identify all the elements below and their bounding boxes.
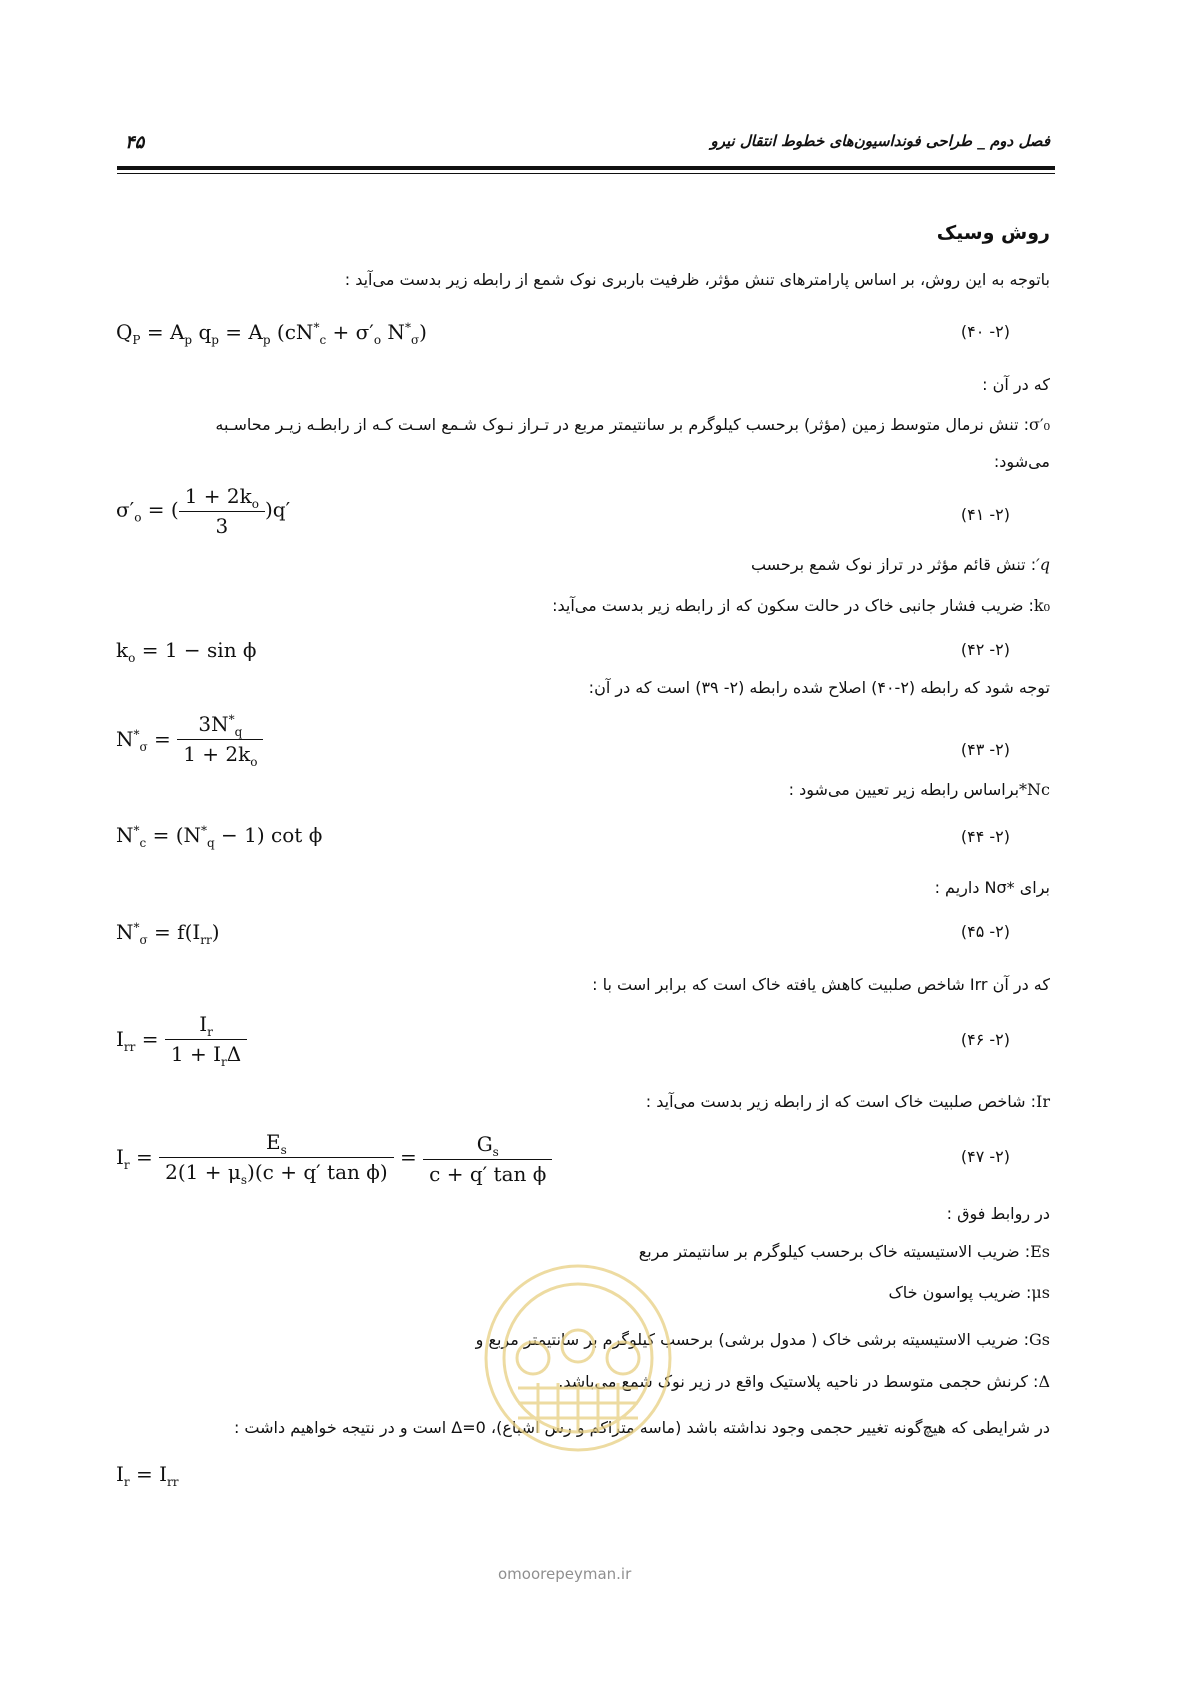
equation-number-43: (۲- ۴۳) <box>960 740 1010 759</box>
es-symbol: Es <box>1030 1242 1050 1261</box>
equation-46: $I_{rr}$ = $\frac{I_r}{1 + I_r\Delta}$ <box>116 1012 247 1069</box>
gs-symbol: Gs <box>1029 1330 1050 1349</box>
nsigma-description: برای *Nσ داریم : <box>934 878 1050 897</box>
equation-45: $N^*_\sigma = f(I_{rr})$ <box>116 920 220 947</box>
where-label: که در آن : <box>982 375 1050 394</box>
equation-41: $\sigma'_o$ = ( $\frac{1 + 2k_o}{3}$ )q′ <box>116 484 291 538</box>
gs-description-text: : ضریب الاستیسیته برشی خاک ( مدول برشی) برحسب کیلوگرم بر سانتیمتر مربع و <box>475 1330 1029 1349</box>
header-rule-thick <box>117 166 1055 170</box>
intro-paragraph: باتوجه به این روش، بر اساس پارامترهای تنش مؤثر، ظرفیت باربری نوک شمع از رابطه زیر بدست می‌آید : <box>344 270 1050 289</box>
es-description <box>639 1242 1050 1261</box>
nc-description <box>789 780 1050 799</box>
k0-symbol: k₀ <box>1033 596 1050 615</box>
irr-description: که در آن Irr شاخص صلبیت کاهش یافته خاک است که برابر است با : <box>592 975 1050 994</box>
equation-number-40: (۲- ۴۰) <box>960 322 1010 341</box>
delta-description-text: : کرنش حجمی متوسط در ناحیه پلاستیک واقع در زیر نوک شمع می‌باشد. <box>558 1372 1039 1391</box>
chapter-title: فصل دوم _ طراحی فونداسیون‌های خطوط انتقال نیرو <box>710 132 1050 150</box>
header-rule-thin <box>117 173 1055 174</box>
section-title: روش وسیک <box>936 222 1050 244</box>
q-symbol: q′ <box>1036 555 1050 574</box>
watermark-text: omoorepeyman.ir <box>498 1565 632 1583</box>
q-description <box>751 555 1050 574</box>
k0-description <box>552 596 1050 615</box>
sigma-description-cont: می‌شود: <box>993 452 1050 471</box>
delta-symbol: Δ <box>1038 1372 1050 1391</box>
equation-44: $N^*_c = (N^*_q - 1)$ cot ϕ <box>116 823 323 850</box>
equation-47: $I_r$ = $\frac{E_s}{2(1 + \mu_s)(c + q' \tan \phi)}$ = $\frac{G_s}{\text{c + q′ tan ϕ}}$ <box>116 1130 552 1187</box>
k0-description-text: : ضریب فشار جانبی خاک در حالت سکون که از رابطه زیر بدست می‌آید: <box>552 596 1034 615</box>
no-volume-change-paragraph: در شرایطی که هیچ‌گونه تغییر حجمی وجود نداشته باشد (ماسه متراکم و رس اشباع)، Δ=0 است و در نتیجه خواهیم داشت : <box>233 1418 1050 1437</box>
mu-description-text: : ضریب پواسون خاک <box>888 1283 1032 1302</box>
watermark-logo <box>478 1258 678 1458</box>
ir-symbol: Ir <box>1036 1092 1050 1111</box>
mu-description <box>888 1283 1050 1302</box>
nc-symbol: Nc* <box>1019 780 1050 799</box>
sigma-description <box>215 415 1050 434</box>
page-number: ۴۵ <box>125 132 145 153</box>
equation-42: $k_o = 1 - \sin \phi$ <box>116 638 257 665</box>
above-relations-label: در روابط فوق : <box>946 1204 1050 1223</box>
sigma-description-text: : تنش نرمال متوسط زمین (مؤثر) برحسب کیلوگرم بر سانتیمتر مربع در تـراز نـوک شـمع اسـت کـه از رابطـه زیـر محاسـبه <box>215 415 1030 434</box>
equation-number-47: (۲- ۴۷) <box>960 1147 1010 1166</box>
note-eq-40: توجه شود که رابطه (۲-۴۰) اصلاح شده رابطه (۲- ۳۹) است که در آن: <box>588 678 1050 697</box>
equation-number-45: (۲- ۴۵) <box>960 922 1010 941</box>
equation-40: $Q_P = A_p$ $q_p = A_p$ ($cN^*_c + \sigma'_o$ $N^*_\sigma$) <box>116 320 427 347</box>
ir-description <box>646 1092 1050 1111</box>
equation-number-42: (۲- ۴۲) <box>960 640 1010 659</box>
es-description-text: : ضریب الاستیسیته خاک برحسب کیلوگرم بر سانتیمتر مربع <box>638 1242 1031 1261</box>
q-description-text: : تنش قائم مؤثر در تراز نوک شمع برحسب <box>750 555 1037 574</box>
mu-symbol: μs <box>1031 1283 1050 1302</box>
sigma-symbol: σ′₀ <box>1029 415 1050 434</box>
ir-description-text: : شاخص صلبیت خاک است که از رابطه زیر بدست می‌آید : <box>645 1092 1037 1111</box>
equation-number-46: (۲- ۴۶) <box>960 1030 1010 1049</box>
final-equation: $I_r = I_{rr}$ <box>116 1462 179 1489</box>
equation-number-44: (۲- ۴۴) <box>960 827 1010 846</box>
equation-43: $N^*_\sigma$ = $\frac{3N^*_q}{1 + 2k_o}$ <box>116 712 263 769</box>
equation-number-41: (۲- ۴۱) <box>960 505 1010 524</box>
nc-description-text: براساس رابطه زیر تعیین می‌شود : <box>788 780 1020 799</box>
